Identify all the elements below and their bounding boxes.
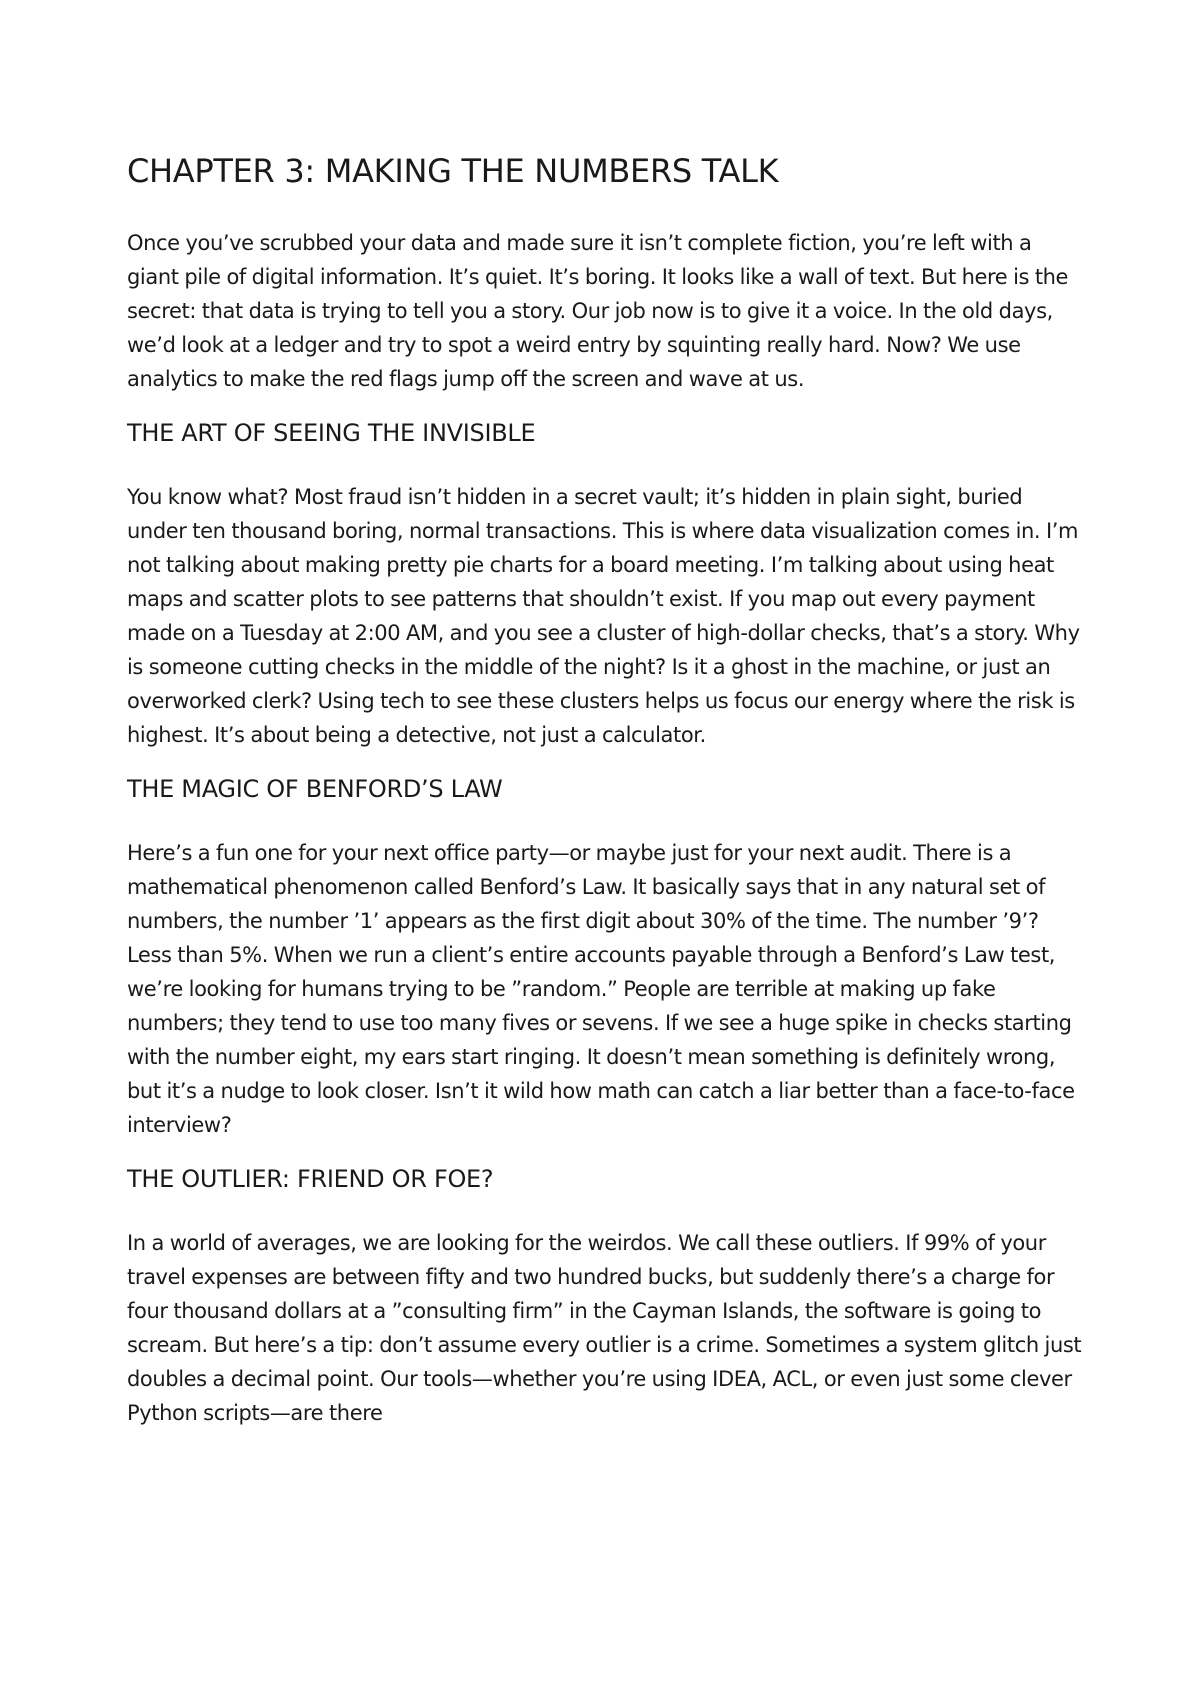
- section-paragraph-benfords-law: Here’s a fun one for your next office party—or maybe just for your next audit. There is a mathematical phenomenon called Benford’s Law. It basically says that in any natural set of numbers, the number ’1’ appears as the first digit about 30% of the time. The number ’9’? Less than 5%. When we run a client’s entire accounts payable through a Benford’s Law test, we’re looking for humans trying to be ”random.” People are terrible at making up fake numbers; they tend to use too many fives or sevens. If we see a huge spike in checks starting with the number eight, my ears start ringing. It doesn’t mean something is definitely wrong, but it’s a nudge to look closer. Isn’t it wild how math can catch a liar better than a face-to-face interview?: [127, 841, 1075, 1137]
- document-page: [127, 150, 1087, 1438]
- section-heading-seeing-invisible: THE ART OF SEEING THE INVISIBLE: [127, 419, 536, 447]
- chapter-title: CHAPTER 3: MAKING THE NUMBERS TALK: [127, 152, 779, 190]
- section-paragraph-seeing-invisible: You know what? Most fraud isn’t hidden in a secret vault; it’s hidden in plain sight, buried under ten thousand boring, normal transactions. This is where data visualization comes in. I’m not talking about making pretty pie charts for a board meeting. I’m talking about using heat maps and scatter plots to see patterns that shouldn’t exist. If you map out every payment made on a Tuesday at 2:00 AM, and you see a cluster of high-dollar checks, that’s a story. Why is someone cutting checks in the middle of the night? Is it a ghost in the machine, or just an overworked clerk? Using tech to see these clusters helps us focus our energy where the risk is highest. It’s about being a detective, not just a calculator.: [127, 485, 1080, 747]
- section-heading-benfords-law: THE MAGIC OF BENFORD’S LAW: [127, 775, 503, 803]
- intro-paragraph: Once you’ve scrubbed your data and made sure it isn’t complete fiction, you’re left with a giant pile of digital information. It’s quiet. It’s boring. It looks like a wall of text. But here is the secret: that data is trying to tell you a story. Our job now is to give it a voice. In the old days, we’d look at a ledger and try to spot a weird entry by squinting really hard. Now? We use analytics to make the red flags jump off the screen and wave at us.: [127, 231, 1069, 391]
- section-heading-outlier: THE OUTLIER: FRIEND OR FOE?: [127, 1165, 494, 1193]
- section-paragraph-outlier: In a world of averages, we are looking for the weirdos. We call these outliers. If 99% of your travel expenses are between fifty and two hundred bucks, but suddenly there’s a charge for four thousand dollars at a ”consulting firm” in the Cayman Islands, the software is going to scream. But here’s a tip: don’t assume every outlier is a crime. Sometimes a system glitch just doubles a decimal point. Our tools—whether you’re using IDEA, ACL, or even just some clever Python scripts—are there: [127, 1231, 1082, 1425]
